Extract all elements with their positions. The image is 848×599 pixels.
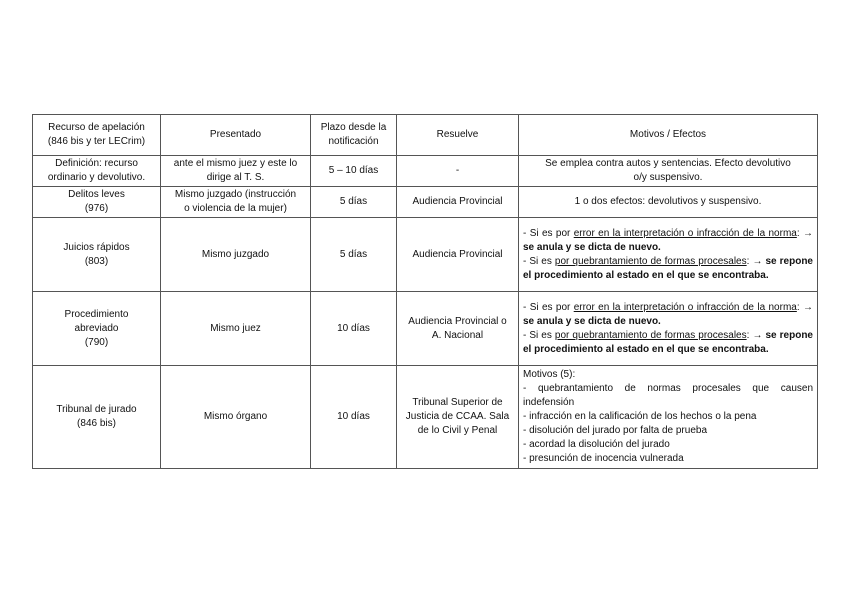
row-delitos-leves bbox=[33, 187, 818, 218]
cell-resuelve: Audiencia Provincial bbox=[397, 218, 519, 292]
motivo-line: - Si es por quebrantamiento de formas procesales: → se repone el procedimiento al estado en el que se encontraba. bbox=[523, 329, 813, 355]
cell-recurso: Delitos leves (976) bbox=[33, 187, 161, 218]
header-row bbox=[33, 115, 818, 156]
row-tribunal-jurado bbox=[33, 366, 818, 469]
cell-motivos bbox=[519, 366, 818, 469]
header-recurso: Recurso de apelación (846 bis y ter LECrim) bbox=[33, 115, 161, 156]
motivo-line: - presunción de inocencia vulnerada bbox=[523, 453, 684, 464]
cell-recurso: Tribunal de jurado (846 bis) bbox=[33, 366, 161, 469]
cell-motivos bbox=[519, 218, 818, 292]
cell-plazo: 5 – 10 días bbox=[311, 156, 397, 187]
row-juicios-rapidos bbox=[33, 218, 818, 292]
cell-presentado: Mismo órgano bbox=[161, 366, 311, 469]
motivo-line: - acordad la disolución del jurado bbox=[523, 439, 670, 450]
cell-presentado: ante el mismo juez y este lo dirige al T. S. bbox=[161, 156, 311, 187]
cell-recurso: Procedimiento abreviado (790) bbox=[33, 292, 161, 366]
row-procedimiento-abreviado bbox=[33, 292, 818, 366]
cell-recurso: Juicios rápidos (803) bbox=[33, 218, 161, 292]
cell-plazo: 5 días bbox=[311, 187, 397, 218]
row-definicion bbox=[33, 156, 818, 187]
motivo-line: - quebrantamiento de normas procesales que causen indefensión bbox=[523, 383, 813, 408]
motivo-line: - Si es por error en la interpretación o infracción de la norma: → se anula y se dicta de nuevo. bbox=[523, 227, 813, 253]
motivo-line: Motivos (5): bbox=[523, 369, 576, 380]
cell-motivos: Se emplea contra autos y sentencias. Efecto devolutivo o/y suspensivo. bbox=[519, 156, 818, 187]
cell-recurso: Definición: recurso ordinario y devolutivo. bbox=[33, 156, 161, 187]
cell-motivos: 1 o dos efectos: devolutivos y suspensivo. bbox=[519, 187, 818, 218]
motivo-line: - disolución del jurado por falta de prueba bbox=[523, 425, 708, 436]
motivo-line: - infracción en la calificación de los hechos o la pena bbox=[523, 411, 757, 422]
appeals-table bbox=[32, 114, 818, 469]
cell-motivos bbox=[519, 292, 818, 366]
cell-resuelve: - bbox=[397, 156, 519, 187]
cell-resuelve: Audiencia Provincial bbox=[397, 187, 519, 218]
cell-resuelve: Audiencia Provincial o A. Nacional bbox=[397, 292, 519, 366]
cell-presentado: Mismo juzgado bbox=[161, 218, 311, 292]
header-presentado: Presentado bbox=[161, 115, 311, 156]
header-resuelve: Resuelve bbox=[397, 115, 519, 156]
motivo-line: - Si es por error en la interpretación o infracción de la norma: → se anula y se dicta de nuevo. bbox=[523, 301, 813, 327]
motivo-line: - Si es por quebrantamiento de formas procesales: → se repone el procedimiento al estado en el que se encontraba. bbox=[523, 255, 813, 281]
header-motivos: Motivos / Efectos bbox=[519, 115, 818, 156]
cell-presentado: Mismo juzgado (instrucción o violencia de la mujer) bbox=[161, 187, 311, 218]
cell-resuelve: Tribunal Superior de Justicia de CCAA. Sala de lo Civil y Penal bbox=[397, 366, 519, 469]
cell-plazo: 5 días bbox=[311, 218, 397, 292]
cell-plazo: 10 días bbox=[311, 292, 397, 366]
header-plazo: Plazo desde la notificación bbox=[311, 115, 397, 156]
cell-plazo: 10 días bbox=[311, 366, 397, 469]
cell-presentado: Mismo juez bbox=[161, 292, 311, 366]
